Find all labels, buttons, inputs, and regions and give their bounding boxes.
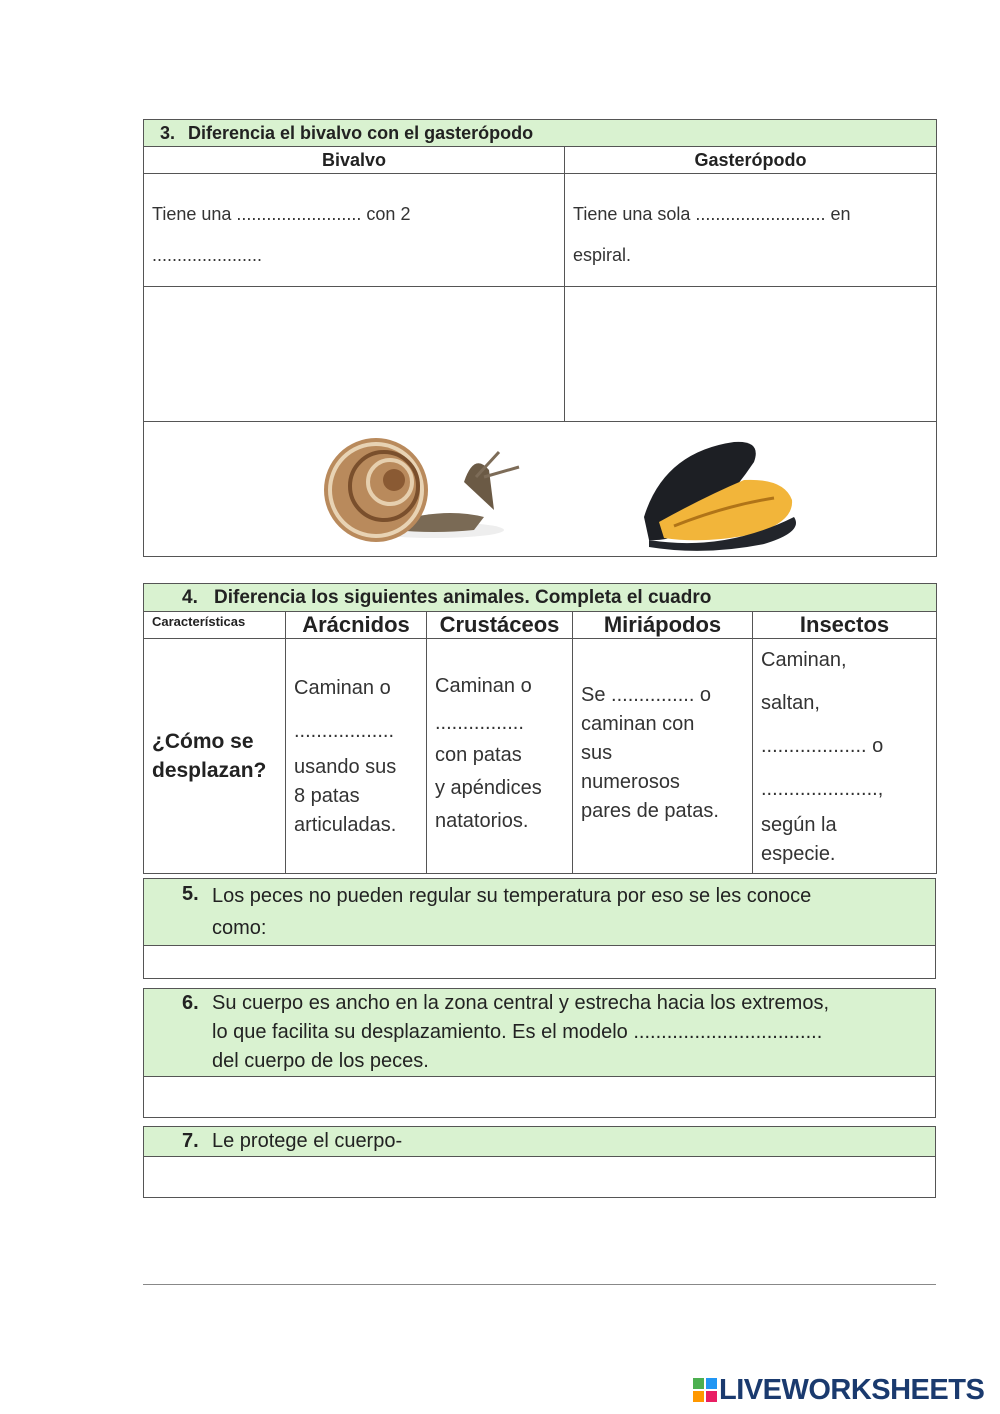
gasteropodo-cell[interactable] (565, 174, 937, 287)
crustaceos-cell[interactable]: Caminan o ................ con patas y apéndices natatorios. (427, 639, 573, 874)
gasteropodo-line1: Tiene una sola .......................... en (573, 204, 851, 224)
q4-table (143, 583, 937, 874)
q7-number: 7. (182, 1130, 199, 1152)
row-label-desplazan: ¿Cómo se desplazan? (144, 639, 286, 874)
q3-image-row (144, 422, 937, 557)
logo-text: LIVEWORKSHEETS (719, 1373, 985, 1406)
q6-table (143, 988, 936, 1118)
q6-header (144, 989, 936, 1077)
q7-text: Le protege el cuerpo- (212, 1130, 403, 1152)
q7-answer[interactable] (144, 1157, 936, 1198)
q5-number: 5. (182, 883, 199, 905)
col-miriapodos: Miriápodos (573, 612, 753, 639)
bivalvo-cell[interactable] (144, 174, 565, 287)
q4-section (143, 583, 936, 874)
q6-line2: lo que facilita su desplazamiento. Es el modelo .................................. (212, 1021, 823, 1043)
q4-number: 4. (182, 586, 198, 608)
gasteropodo-line2: espiral. (573, 245, 632, 265)
q4-header (144, 584, 937, 612)
bivalvo-line2: ...................... (152, 245, 263, 265)
q5-line1: Los peces no pueden regular su temperatura por eso se les conoce (212, 885, 812, 907)
q3-header (144, 120, 937, 147)
col-gasteropodo: Gasterópodo (565, 147, 937, 174)
mussel-image (644, 442, 796, 551)
col-insectos: Insectos (753, 612, 937, 639)
footer-divider (143, 1284, 936, 1285)
q6-number: 6. (182, 992, 199, 1014)
q6-section (143, 988, 936, 1118)
snail-image (324, 438, 519, 542)
bivalvo-answer-cell[interactable] (144, 287, 565, 422)
q5-table (143, 878, 936, 979)
logo-mark-icon (693, 1378, 717, 1402)
q6-answer[interactable] (144, 1077, 936, 1118)
gasteropodo-answer-cell[interactable] (565, 287, 937, 422)
insectos-cell[interactable]: Caminan, saltan, ................... o ....................., según la especie. (753, 639, 937, 874)
bivalvo-line1: Tiene una ......................... con 2 (152, 204, 411, 224)
col-caracteristicas: Características (144, 612, 286, 639)
col-aracnidos: Arácnidos (286, 612, 427, 639)
q4-title: Diferencia los siguientes animales. Completa el cuadro (214, 586, 712, 608)
aracnidos-cell[interactable]: Caminan o .................. usando sus 8 patas articuladas. (286, 639, 427, 874)
q3-title: Diferencia el bivalvo con el gasterópodo (188, 122, 534, 143)
q7-section (143, 1126, 936, 1198)
q3-number: 3. (160, 122, 176, 143)
miriapodos-cell[interactable]: Se ............... o caminan con sus numerosos pares de patas. (573, 639, 753, 874)
q3-table (143, 119, 937, 557)
q5-answer[interactable] (144, 946, 936, 979)
q7-table (143, 1126, 936, 1198)
liveworksheets-logo (693, 1373, 984, 1407)
q6-line3: del cuerpo de los peces. (212, 1050, 429, 1072)
q7-header (144, 1127, 936, 1157)
q6-line1: Su cuerpo es ancho en la zona central y estrecha hacia los extremos, (212, 992, 830, 1014)
col-bivalvo: Bivalvo (144, 147, 565, 174)
q5-header (144, 879, 936, 946)
q5-section (143, 878, 936, 979)
q3-images (144, 422, 935, 556)
q5-line2: como: (212, 917, 267, 939)
col-crustaceos: Crustáceos (427, 612, 573, 639)
q3-section (143, 119, 936, 557)
